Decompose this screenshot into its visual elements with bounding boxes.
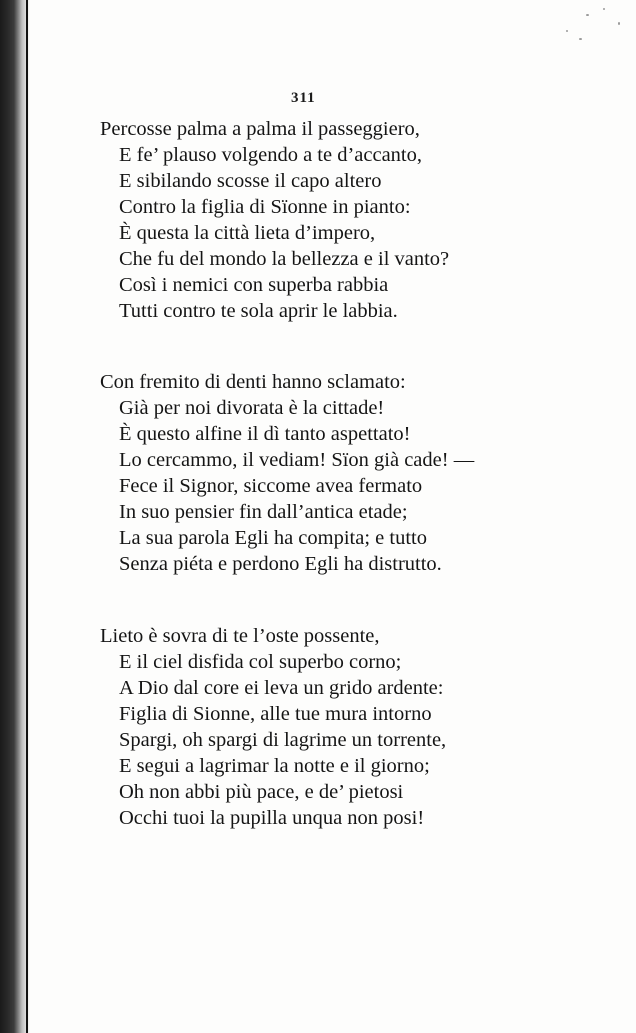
verse-line: Così i nemici con superba rabbia <box>119 274 389 296</box>
verse-line: Già per noi divorata è la cittade! <box>119 397 385 419</box>
paper-speck <box>618 22 620 25</box>
verse-line: Fece il Signor, siccome avea fermato <box>119 475 423 497</box>
verse-line: A Dio dal core ei leva un grido ardente: <box>119 677 444 699</box>
paper-speck <box>603 8 605 10</box>
paper-speck <box>579 38 582 40</box>
binding-edge-line <box>26 0 28 1033</box>
verse-line: Spargi, oh spargi di lagrime un torrente, <box>119 729 447 751</box>
verse-line: Occhi tuoi la pupilla unqua non posi! <box>119 807 425 829</box>
page-number: 311 <box>291 90 316 106</box>
verse-line: Con fremito di denti hanno sclamato: <box>100 371 406 393</box>
verse-line: Senza piéta e perdono Egli ha distrutto. <box>119 553 442 575</box>
paper-speck <box>566 30 568 32</box>
verse-line: E sibilando scosse il capo altero <box>119 170 382 192</box>
verse-line: Che fu del mondo la bellezza e il vanto? <box>119 248 450 270</box>
verse-line: Oh non abbi più pace, e de’ pietosi <box>119 781 404 803</box>
verse-line: È questo alfine il dì tanto aspettato! <box>119 423 411 445</box>
verse-line: Lo cercammo, il vediam! Sïon già cade! — <box>119 449 475 471</box>
verse-line: E segui a lagrimar la notte e il giorno; <box>119 755 430 777</box>
verse-line: È questa la città lieta d’impero, <box>119 222 376 244</box>
verse-line: Contro la figlia di Sïonne in pianto: <box>119 196 411 218</box>
verse-line: E il ciel disfida col superbo corno; <box>119 651 402 673</box>
verse-line: Lieto è sovra di te l’oste possente, <box>100 625 380 647</box>
verse-line: E fe’ plauso volgendo a te d’accanto, <box>119 144 423 166</box>
paper-speck <box>586 14 589 16</box>
verse-line: Tutti contro te sola aprir le labbia. <box>119 300 398 322</box>
verse-line: La sua parola Egli ha compita; e tutto <box>119 527 427 549</box>
verse-line: Figlia di Sionne, alle tue mura intorno <box>119 703 432 725</box>
verse-line: In suo pensier fin dall’antica etade; <box>119 501 408 523</box>
verse-line: Percosse palma a palma il passeggiero, <box>100 118 420 140</box>
